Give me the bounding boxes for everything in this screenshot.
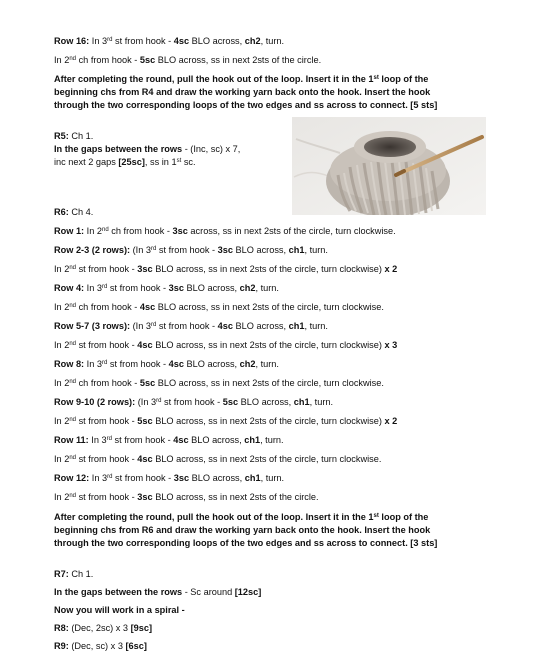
r5-inc-line: inc next 2 gaps [25sc], ss in 1st sc. [54, 157, 196, 167]
spiral-note: Now you will work in a spiral - [54, 605, 185, 615]
r6-row23-line: Row 2-3 (2 rows): (In 3rd st from hook - 3sc BLO across, ch1, turn. [54, 245, 328, 255]
r6-row4-second-line: In 2nd ch from hook - 4sc BLO across, ss in next 2sts of the circle, turn clockwise. [54, 302, 384, 312]
r6-row8-second-line: In 2nd ch from hook - 5sc BLO across, ss in next 2sts of the circle, turn clockwise. [54, 378, 384, 388]
r7-heading: R7: Ch 1. [54, 569, 94, 579]
r6-row8-line: Row 8: In 3rd st from hook - 4sc BLO across, ch2, turn. [54, 359, 279, 369]
crochet-photo-illustration [292, 117, 486, 215]
after-round-instruction-2-line3: through the two corresponding loops of the two edges and ss across to connect. [3 sts] [54, 538, 438, 548]
after-round-instruction-2-line1: After completing the round, pull the hook out of the loop. Insert it in the 1st loop of the [54, 512, 429, 522]
r6-row910-line: Row 9-10 (2 rows): (In 3rd st from hook - 5sc BLO across, ch1, turn. [54, 397, 334, 407]
r6-row23-second-line: In 2nd st from hook - 3sc BLO across, ss in next 2sts of the circle, turn clockwise) x 2 [54, 264, 398, 274]
r6-row4-line: Row 4: In 3rd st from hook - 3sc BLO across, ch2, turn. [54, 283, 279, 293]
r5-heading: R5: Ch 1. [54, 131, 94, 141]
after-round-instruction-1-line2: beginning chs from R4 and draw the working yarn back onto the hook. Insert the hook [54, 87, 431, 97]
r6-row1-line: Row 1: In 2nd ch from hook - 3sc across, ss in next 2sts of the circle, turn clockwise. [54, 226, 396, 236]
r6-row12-second-line: In 2nd st from hook - 3sc BLO across, ss in next 2sts of the circle. [54, 492, 319, 502]
r6-row11-line: Row 11: In 3rd st from hook - 4sc BLO across, ch1, turn. [54, 435, 284, 445]
r6-heading: R6: Ch 4. [54, 207, 94, 217]
r9-line: R9: (Dec, sc) x 3 [6sc] [54, 641, 147, 651]
row16-line: Row 16: In 3rd st from hook - 4sc BLO across, ch2, turn. [54, 36, 285, 46]
r6-row11-second-line: In 2nd st from hook - 4sc BLO across, ss in next 2sts of the circle, turn clockwise. [54, 454, 382, 464]
r5-gaps-line: In the gaps between the rows - (Inc, sc) x 7, [54, 144, 241, 154]
r6-row12-line: Row 12: In 3rd st from hook - 3sc BLO across, ch1, turn. [54, 473, 285, 483]
after-round-instruction-2-line2: beginning chs from R6 and draw the working yarn back onto the hook. Insert the hook [54, 525, 431, 535]
after-round-instruction-1-line1: After completing the round, pull the hook out of the loop. Insert it in the 1st loop of the [54, 74, 429, 84]
r6-row57-second-line: In 2nd st from hook - 4sc BLO across, ss in next 2sts of the circle, turn clockwise) x 3 [54, 340, 398, 350]
r7-gaps-line: In the gaps between the rows - Sc around [12sc] [54, 587, 262, 597]
crochet-piece-photo [292, 117, 486, 215]
r6-row910-second-line: In 2nd st from hook - 5sc BLO across, ss in next 2sts of the circle, turn clockwise) x 2 [54, 416, 398, 426]
after-round-instruction-1-line3: through the two corresponding loops of the two edges and ss across to connect. [5 sts] [54, 100, 438, 110]
r8-line: R8: (Dec, 2sc) x 3 [9sc] [54, 623, 153, 633]
row16-second-line: In 2nd ch from hook - 5sc BLO across, ss in next 2sts of the circle. [54, 55, 322, 65]
r6-row57-line: Row 5-7 (3 rows): (In 3rd st from hook - 4sc BLO across, ch1, turn. [54, 321, 328, 331]
